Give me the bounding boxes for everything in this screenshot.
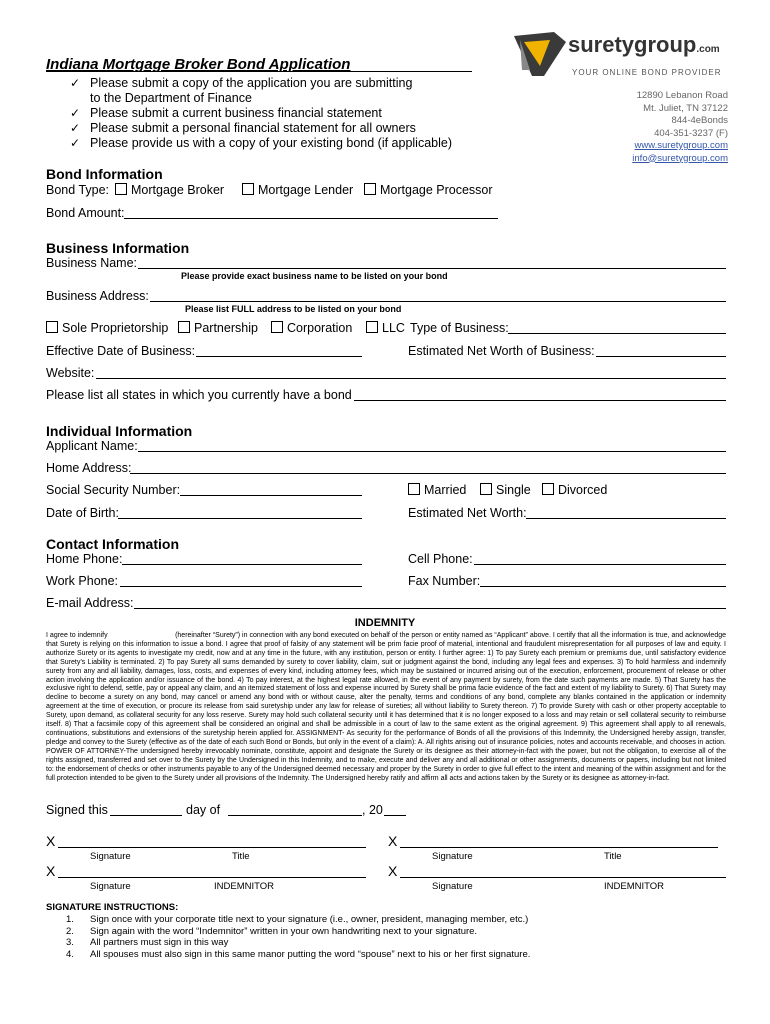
type-of-business-field[interactable] bbox=[508, 333, 726, 334]
ssn-field[interactable] bbox=[180, 495, 362, 496]
bond-type-mortgage-processor[interactable]: Mortgage Processor bbox=[364, 183, 493, 197]
company-website-link[interactable]: www.suretygroup.com bbox=[634, 140, 728, 151]
bond-amount-label: Bond Amount: bbox=[46, 206, 125, 220]
personal-net-worth-label: Estimated Net Worth: bbox=[408, 506, 527, 520]
email-field[interactable] bbox=[134, 608, 726, 609]
email-label: E-mail Address: bbox=[46, 596, 134, 610]
signature-x-mark: X bbox=[388, 833, 398, 849]
title-underline bbox=[46, 71, 472, 72]
checklist-item: ✓ Please submit a personal financial statement for all owners bbox=[70, 121, 416, 135]
company-phone: 844-4eBonds bbox=[671, 115, 728, 126]
home-phone-label: Home Phone: bbox=[46, 552, 123, 566]
instruction-item: 3. All partners must sign in this way bbox=[66, 937, 229, 949]
suretygroup-logo bbox=[510, 30, 730, 82]
signature-label: Signature bbox=[90, 881, 131, 892]
signature-label: Signature bbox=[90, 851, 131, 862]
checkbox[interactable] bbox=[178, 321, 190, 333]
type-of-business-label: Type of Business: bbox=[410, 321, 509, 335]
cell-phone-field[interactable] bbox=[474, 564, 726, 565]
logo-tagline: YOUR ONLINE BOND PROVIDER bbox=[572, 68, 722, 77]
work-phone-label: Work Phone: bbox=[46, 574, 119, 588]
entity-sole-proprietorship[interactable]: Sole Proprietorship bbox=[46, 321, 168, 335]
checkmark-icon: ✓ bbox=[70, 106, 81, 120]
home-address-label: Home Address: bbox=[46, 461, 132, 475]
business-address-field[interactable] bbox=[150, 301, 726, 302]
checkbox[interactable] bbox=[364, 183, 376, 195]
fax-number-field[interactable] bbox=[480, 586, 726, 587]
checklist-item: ✓ Please provide us with a copy of your existing bond (if applicable) bbox=[70, 136, 453, 150]
title-label: Title bbox=[232, 851, 250, 862]
marital-married[interactable]: Married bbox=[408, 483, 466, 497]
signed-month-field[interactable] bbox=[228, 815, 362, 816]
logo-suffix: .com bbox=[696, 44, 720, 55]
effective-date-field[interactable] bbox=[196, 356, 362, 357]
checklist-item: ✓ Please submit a current business financial statement bbox=[70, 106, 382, 120]
checkbox[interactable] bbox=[242, 183, 254, 195]
checklist-item: to the Department of Finance bbox=[90, 91, 252, 105]
indemnity-heading: INDEMNITY bbox=[354, 617, 416, 629]
checkbox[interactable] bbox=[480, 483, 492, 495]
business-net-worth-label: Estimated Net Worth of Business: bbox=[408, 344, 595, 358]
states-bonded-field[interactable] bbox=[354, 400, 726, 401]
signature-field-2[interactable] bbox=[400, 847, 718, 848]
day-of-label: day of bbox=[186, 803, 221, 817]
signature-instructions-list bbox=[66, 914, 530, 961]
dob-label: Date of Birth: bbox=[46, 506, 119, 520]
instruction-item: 1. Sign once with your corporate title next to your signature (i.e., owner, president, managing member, etc.) bbox=[66, 914, 529, 925]
signed-day-field[interactable] bbox=[110, 815, 182, 816]
company-email-link[interactable]: info@suretygroup.com bbox=[632, 152, 728, 164]
signed-this-label: Signed this bbox=[46, 803, 108, 817]
checkbox[interactable] bbox=[46, 321, 58, 333]
signature-label: Signature bbox=[432, 881, 473, 892]
signature-instructions-heading: SIGNATURE INSTRUCTIONS: bbox=[46, 902, 179, 913]
checkbox[interactable] bbox=[115, 183, 127, 195]
home-phone-field[interactable] bbox=[122, 564, 362, 565]
personal-net-worth-field[interactable] bbox=[526, 518, 726, 519]
signature-field-4[interactable] bbox=[400, 877, 726, 878]
website-field[interactable] bbox=[96, 378, 726, 379]
marital-single[interactable]: Single bbox=[480, 483, 531, 497]
entity-llc[interactable]: LLC bbox=[366, 321, 405, 335]
entity-partnership[interactable]: Partnership bbox=[178, 321, 258, 335]
bond-type-label: Bond Type: bbox=[46, 183, 110, 197]
applicant-name-field[interactable] bbox=[138, 451, 726, 452]
signature-field-3[interactable] bbox=[58, 877, 366, 878]
checkmark-icon: ✓ bbox=[70, 76, 81, 90]
dob-field[interactable] bbox=[118, 518, 362, 519]
applicant-name-label: Applicant Name: bbox=[46, 439, 138, 453]
cell-phone-label: Cell Phone: bbox=[408, 552, 473, 566]
signature-x-mark: X bbox=[46, 833, 56, 849]
checkbox[interactable] bbox=[408, 483, 420, 495]
company-contact bbox=[632, 90, 728, 165]
company-address-line2: Mt. Juliet, TN 37122 bbox=[643, 102, 728, 114]
website-label: Website: bbox=[46, 366, 95, 380]
title-label: Title bbox=[604, 851, 622, 862]
bond-type-mortgage-lender[interactable]: Mortgage Lender bbox=[242, 183, 353, 197]
bond-amount-field[interactable] bbox=[124, 218, 498, 219]
company-fax: 404-351-3237 (F) bbox=[654, 127, 728, 139]
business-address-hint: Please list FULL address to be listed on your bond bbox=[185, 304, 402, 314]
instruction-item: 4. All spouses must also sign in this same manor putting the word “spouse” next to his or her first signature. bbox=[66, 949, 531, 961]
individual-info-heading: Individual Information bbox=[46, 423, 193, 439]
bond-type-mortgage-broker[interactable]: Mortgage Broker bbox=[115, 183, 224, 197]
indemnitor-label: INDEMNITOR bbox=[214, 881, 274, 892]
requirements-checklist bbox=[70, 76, 452, 151]
company-address-line1: 12890 Lebanon Road bbox=[636, 90, 728, 101]
effective-date-label: Effective Date of Business: bbox=[46, 344, 196, 358]
signature-x-mark: X bbox=[388, 863, 398, 879]
states-bonded-label: Please list all states in which you currently have a bond bbox=[46, 388, 352, 402]
indemnity-text: I agree to indemnify (hereinafter “Surety”) in connection with any bond executed on behalf of the person or entity named as “Applicant” above. I certify that all the information is true, and acknowledge that Surety is relying on this information to issue a bond. I agree that proof of falsity of any statement will be prim facie proof of material, intentional and fraudulent misrepresentation for all purposes of law and equity. I authorize Surety or its agents to investigate my credit, now and at any time in the future, with any institution, person or entity. I further agree: 1) To pay Surety each premium or premiums due, until satisfactory evidence that Surety’s Liability is terminated. 2) To pay Surety all sums demanded by surety to cover liability, claim, suit or judgment against the bond, including any legal fees and expenses. 3) To hold harmless and indemnify surety from any and all liability, damages, loss, costs, and expenses of every kind, including attorney fees, which may be sustained or incurred arising out of the execution, enforcement, procurement of release or other action involving the application and/or issuance of the bond. 4) To pay interest, at the highest legal rate allowed, in the event of any payment by surety, from the date such payments are made. 5) That Surety has the exclusive right to defend, settle, pay or appeal any claim, and an itemized statement of loss and expense incurred by Surety shall be prima facie evidence of the fact and extent of my liability to Surety. 6) That Surety may decline to become a surety on any bond, may cancel or amend any bond with or without cause, alter the penalty, terms and conditions of any bond, complete any blanks contained in the application or indemnity agreement at the time of execution, or procure its release from said suretyship under any law for release of sureties; all without liability to Surety thereon. 7) To provide Surety with cash or other property acceptable to Surety, upon demand, as collateral security for any loss reserve. Surety may hold such collateral security until it has determined that it is no longer exposed to a loss and may retain or sell collateral security to reimburse itself. 8) That a facsimile copy of this agreement shall be considered an original and shall be admissible in a court of law to the same extent as the original agreement. 9) This agreement shall apply to all renewals, continuations, substitutions and extensions of the suretyship herein applied for. ASSIGNMENT- As security for the performance of Bonds of all the provisions of this Indemnity, the Undersigned hereby assign, transfer, pledge and convey to the Surety (effective as of the date of each such Bond or Bonds, but only in the event of a claim): A. All rights arising out of insurance policies, notes and accounts receivable, and chooses in action. POWER OF ATTORNEY-The undersigned hereby irrevocably nominate, constitute, appoint and designate the Surety or its designee as their attorney-in-fact with the power, but not the obligation, to exercise all of the rights assigned, transferred and set over to the Surety by the Undersigned in this Indemnity, and to make, execute and deliver any and all additional or other assignments, documents or papers, including but not limited to: the endorsement of checks or other instruments payable to any of the Undersigned deemed necessary and proper by the Surety in order to give full effect to the intent and meaning of the within assignment and for the full protection intended to be given to the Surety under all provisions of the Indemnity. The Undersigned hereby ratify and affirm all acts and actions taken by the Surety or its designee as attorney-in-fact. bbox=[46, 632, 728, 782]
fax-number-label: Fax Number: bbox=[408, 574, 481, 588]
business-name-hint: Please provide exact business name to be listed on your bond bbox=[181, 271, 448, 281]
signature-x-mark: X bbox=[46, 863, 56, 879]
indemnitor-label: INDEMNITOR bbox=[604, 881, 664, 892]
business-name-field[interactable] bbox=[138, 268, 726, 269]
bond-info-heading: Bond Information bbox=[46, 166, 163, 182]
signature-field-1[interactable] bbox=[58, 847, 366, 848]
checkbox[interactable] bbox=[271, 321, 283, 333]
page-title: Indiana Mortgage Broker Bond Application bbox=[46, 56, 351, 73]
checklist-item: ✓ Please submit a copy of the application you are submitting bbox=[70, 76, 413, 90]
year-prefix-label: , 20 bbox=[362, 803, 383, 817]
entity-corporation[interactable]: Corporation bbox=[271, 321, 352, 335]
ssn-label: Social Security Number: bbox=[46, 483, 181, 497]
checkmark-icon: ✓ bbox=[70, 121, 81, 135]
checkbox[interactable] bbox=[542, 483, 554, 495]
checkbox[interactable] bbox=[366, 321, 378, 333]
work-phone-field[interactable] bbox=[120, 586, 362, 587]
logo-text: suretygroup bbox=[568, 32, 697, 57]
marital-divorced[interactable]: Divorced bbox=[542, 483, 607, 497]
home-address-field[interactable] bbox=[130, 473, 726, 474]
business-info-heading: Business Information bbox=[46, 240, 190, 256]
signed-year-field[interactable] bbox=[384, 815, 406, 816]
contact-info-heading: Contact Information bbox=[46, 536, 179, 552]
business-name-label: Business Name: bbox=[46, 256, 138, 270]
checkmark-icon: ✓ bbox=[70, 136, 81, 150]
instruction-item: 2. Sign again with the word “Indemnitor” written in your own handwriting next to your signature. bbox=[66, 925, 478, 937]
signature-label: Signature bbox=[432, 851, 473, 862]
business-net-worth-field[interactable] bbox=[596, 356, 726, 357]
business-address-label: Business Address: bbox=[46, 289, 149, 303]
